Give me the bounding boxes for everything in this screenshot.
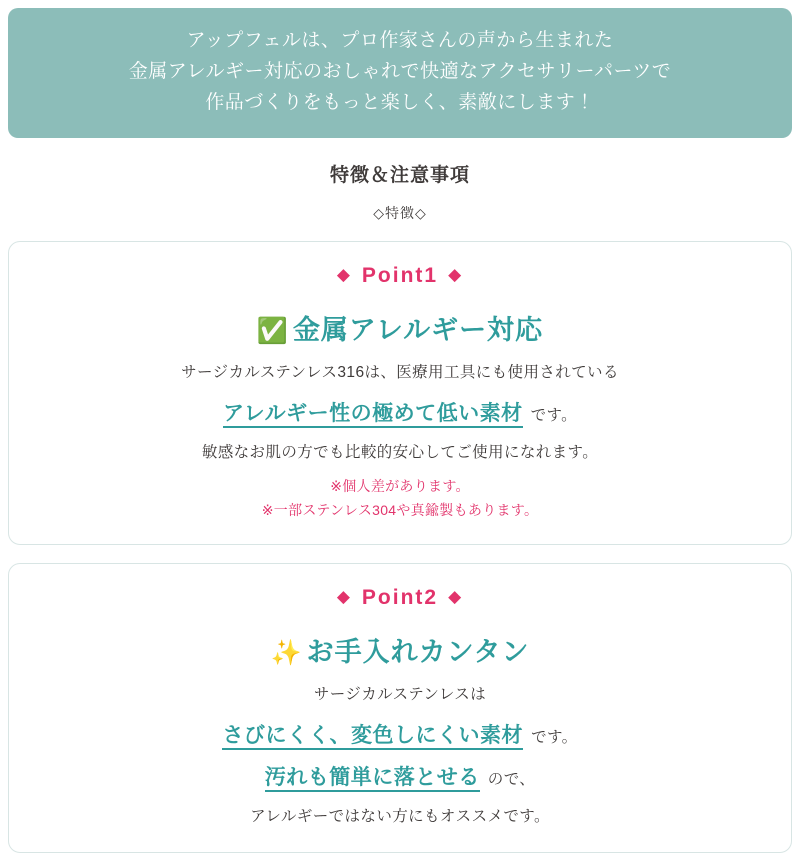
hero-banner [8, 8, 792, 138]
point-1-label-row [29, 264, 771, 288]
point-1-note-2: ※一部ステンレス304や真鍮製もあります。 [261, 502, 539, 519]
point-1-highlight-row [29, 397, 771, 427]
point-1-heading: 金属アレルギー対応 [292, 315, 544, 346]
point-2-highlight-row-2 [29, 761, 771, 791]
hero-line-2: 金属アレルギー対応のおしゃれで快適なアクセサリーパーツで [128, 60, 672, 82]
point-1-heading-row [29, 308, 771, 347]
point-card-1 [8, 241, 792, 545]
product-feature-page [0, 8, 800, 825]
hero-line-3: 作品づくりをもっと楽しく、素敵にします！ [205, 91, 595, 113]
point-2-heading: お手入れカンタン [306, 637, 530, 668]
point-2-highlight-1: さびにくく、変色しにくい素材 [222, 724, 523, 750]
diamond-icon-left: ◆ [336, 587, 352, 607]
point-2-line-1: サージカルステンレスは [313, 686, 487, 704]
point-2-line-2: アレルギーではない方にもオススメです。 [250, 807, 550, 825]
hero-line-1: アップフェルは、プロ作家さんの声から生まれた [186, 30, 614, 51]
point-2-highlight-2: 汚れも簡単に落とせる [265, 766, 480, 792]
diamond-icon-right: ◆ [448, 265, 464, 285]
point-2-highlight-1-tail: です。 [531, 728, 578, 746]
section-subtitle: ◇特徴◇ [373, 205, 427, 222]
diamond-icon-right: ◆ [448, 587, 464, 607]
point-1-note-1: ※個人差があります。 [330, 477, 470, 494]
sparkles-icon: ✨ [270, 639, 303, 668]
point-card-2 [8, 563, 792, 853]
point-2-highlight-row-1 [29, 719, 771, 749]
point-1-line-1: サージカルステンレス316は、医療用工具にも使用されている [181, 364, 619, 382]
section-title: 特徴＆注意事項 [329, 165, 470, 187]
point-1-label: Point1 [361, 264, 439, 288]
point-1-line-2: 敏感なお肌の方でも比較的安心してご使用になれます。 [201, 443, 599, 461]
point-1-highlight: アレルギー性の極めて低い素材 [223, 402, 523, 428]
point-2-highlight-2-tail: ので、 [487, 770, 536, 788]
point-1-highlight-tail: です。 [530, 406, 578, 424]
point-2-heading-row [29, 630, 771, 669]
point-2-label-row [29, 586, 771, 610]
point-2-label: Point2 [361, 586, 439, 610]
check-mark-icon: ✅ [256, 317, 289, 346]
diamond-icon-left: ◆ [336, 265, 352, 285]
